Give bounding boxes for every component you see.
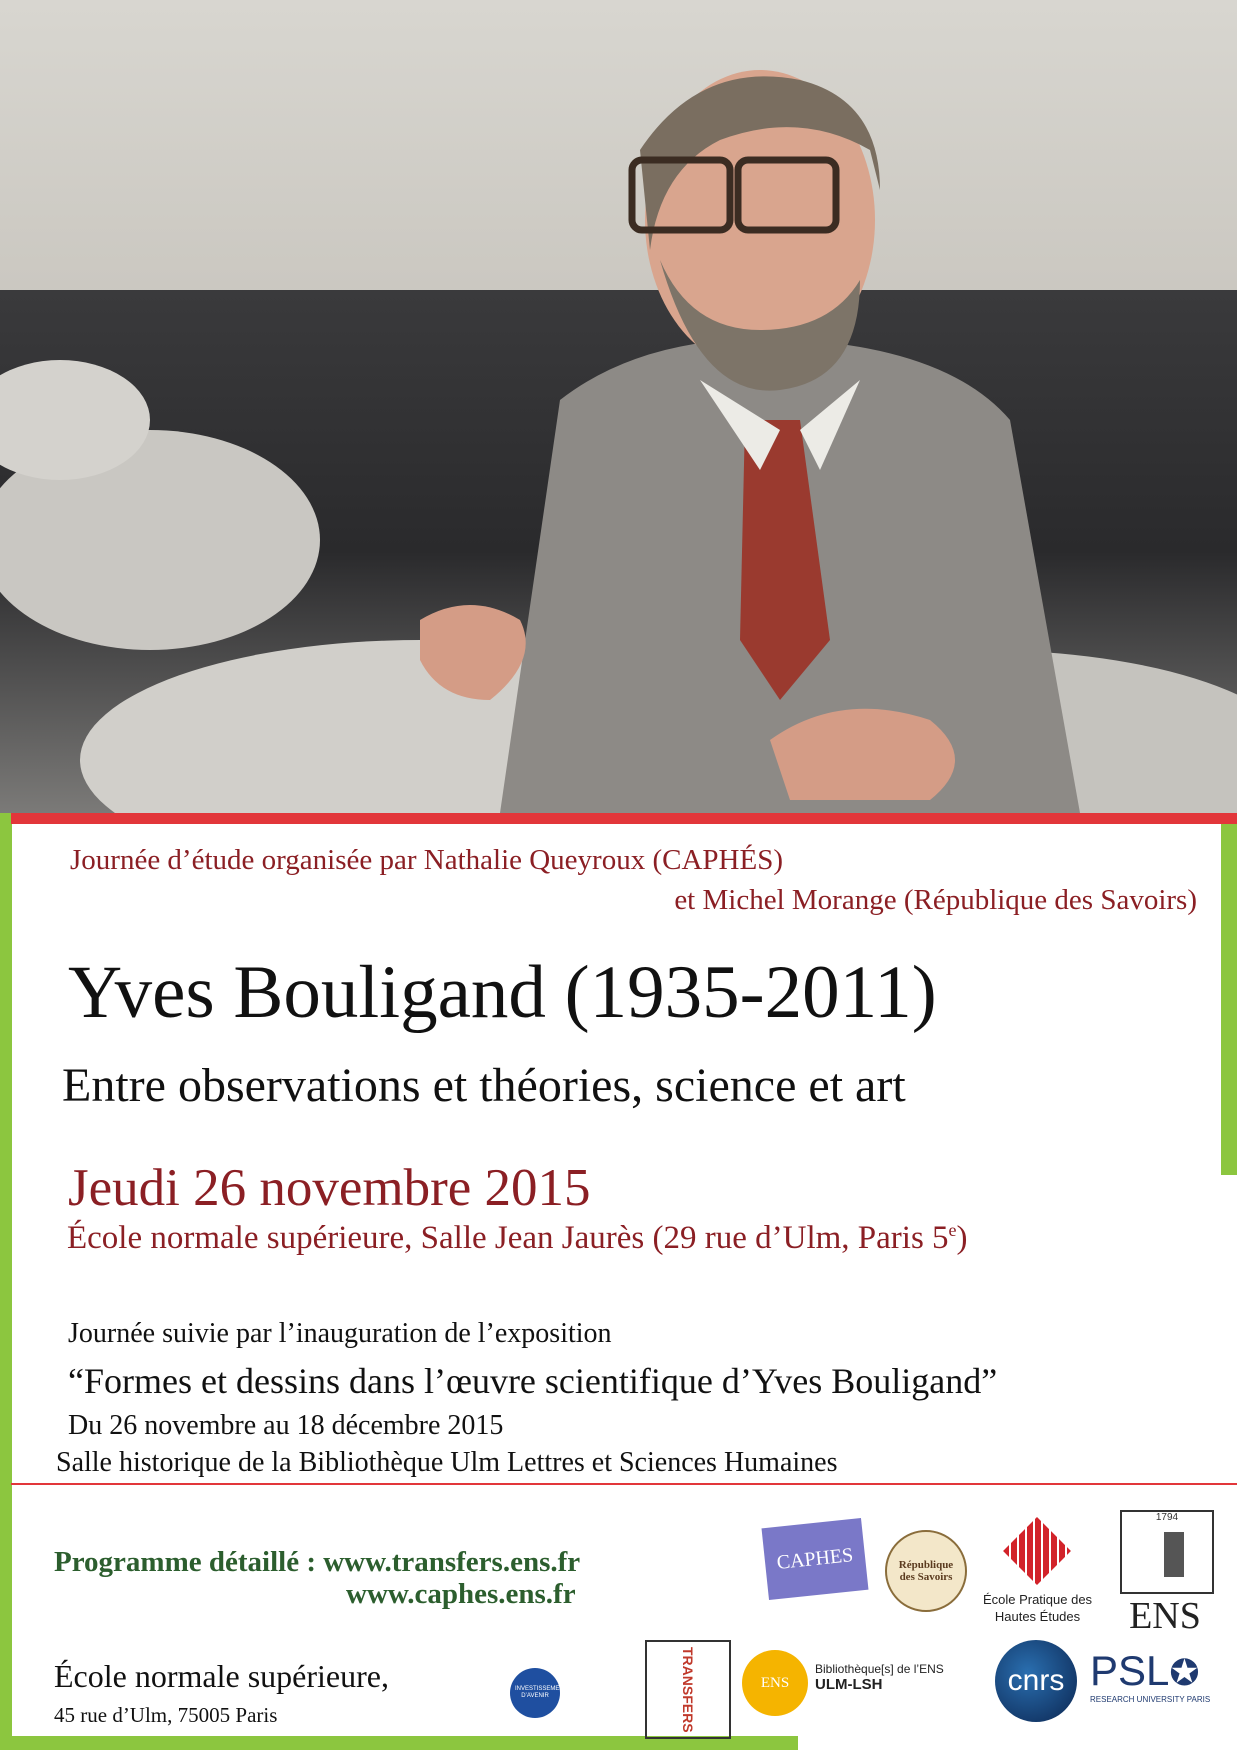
republique-savoirs-text: République des Savoirs <box>898 1558 954 1583</box>
exhibition-dates: Du 26 novembre au 18 décembre 2015 <box>68 1410 504 1441</box>
investissements-avenir-logo <box>510 1668 572 1718</box>
ens-logo-text: ENS <box>1129 1595 1201 1637</box>
footer-name: École normale supérieure, <box>54 1658 389 1694</box>
transfers-logo <box>645 1640 731 1739</box>
cnrs-logo <box>995 1640 1077 1722</box>
portrait-photo <box>0 0 1237 813</box>
ephe-diamond-icon <box>1003 1517 1071 1585</box>
psl-star-icon: ✪ <box>1169 1652 1200 1693</box>
ens-library-emblem-text: ENS <box>760 1674 790 1691</box>
portrait-figure <box>0 0 1237 813</box>
event-venue-sup: e <box>948 1220 957 1240</box>
bibliotheque-line-2: ULM-LSH <box>815 1676 883 1693</box>
exhibition-intro: Journée suivie par l’inauguration de l’exposition <box>68 1318 612 1349</box>
psl-subtitle: RESEARCH UNIVERSITY PARIS <box>1090 1695 1211 1704</box>
psl-letters: PSL <box>1090 1647 1170 1694</box>
ephe-logo <box>980 1522 1095 1632</box>
investissements-avenir-text: INVESTISSEMENTS D’AVENIR <box>515 1686 572 1699</box>
page-title: Yves Bouligand (1935-2011) <box>68 951 937 1034</box>
republique-savoirs-logo <box>885 1530 967 1612</box>
caphes-logo <box>762 1518 869 1600</box>
ens-building-icon <box>1120 1510 1214 1594</box>
bibliotheque-logo <box>815 1662 990 1712</box>
exhibition-place: Salle historique de la Bibliothèque Ulm Lettres et Sciences Humaines <box>56 1447 838 1478</box>
ens-library-emblem <box>742 1650 808 1716</box>
page-subtitle: Entre observations et théories, science et art <box>62 1059 906 1112</box>
organizers-line-2: et Michel Morange (République des Savoirs) <box>674 884 1197 916</box>
event-venue <box>67 1220 968 1257</box>
footer-address: 45 rue d’Ulm, 75005 Paris <box>54 1703 278 1727</box>
programme-link-2[interactable]: www.caphes.ens.fr <box>346 1578 576 1610</box>
event-venue-text: École normale supérieure, Salle Jean Jaurès (29 rue d’Ulm, Paris 5 <box>67 1220 949 1256</box>
transfers-logo-text: TRANSFERS <box>680 1646 696 1733</box>
frame-accent-left <box>0 712 12 1750</box>
exhibition-title: “Formes et dessins dans l’œuvre scientifique d’Yves Bouligand” <box>68 1361 998 1401</box>
psl-logo <box>1090 1647 1230 1720</box>
caphes-logo-text: CAPHES <box>775 1543 855 1574</box>
psl-logo-text <box>1090 1647 1230 1694</box>
organizers-line-1: Journée d’étude organisée par Nathalie Queyroux (CAPHÉS) <box>70 844 783 876</box>
event-date: Jeudi 26 novembre 2015 <box>68 1159 591 1217</box>
bibliotheque-line-1: Bibliothèque[s] de l’ENS <box>815 1662 944 1676</box>
cnrs-logo-text: cnrs <box>1007 1664 1065 1697</box>
divider-red-thin <box>11 1483 1237 1485</box>
ens-logo <box>1110 1510 1220 1635</box>
ens-year: 1794 <box>1155 1512 1179 1523</box>
event-venue-end: ) <box>956 1220 968 1256</box>
divider-red-thick <box>11 813 1237 824</box>
ephe-logo-text: École Pratique des Hautes Études <box>982 1592 1093 1624</box>
programme-link-1[interactable]: Programme détaillé : www.transfers.ens.fr <box>54 1546 581 1578</box>
